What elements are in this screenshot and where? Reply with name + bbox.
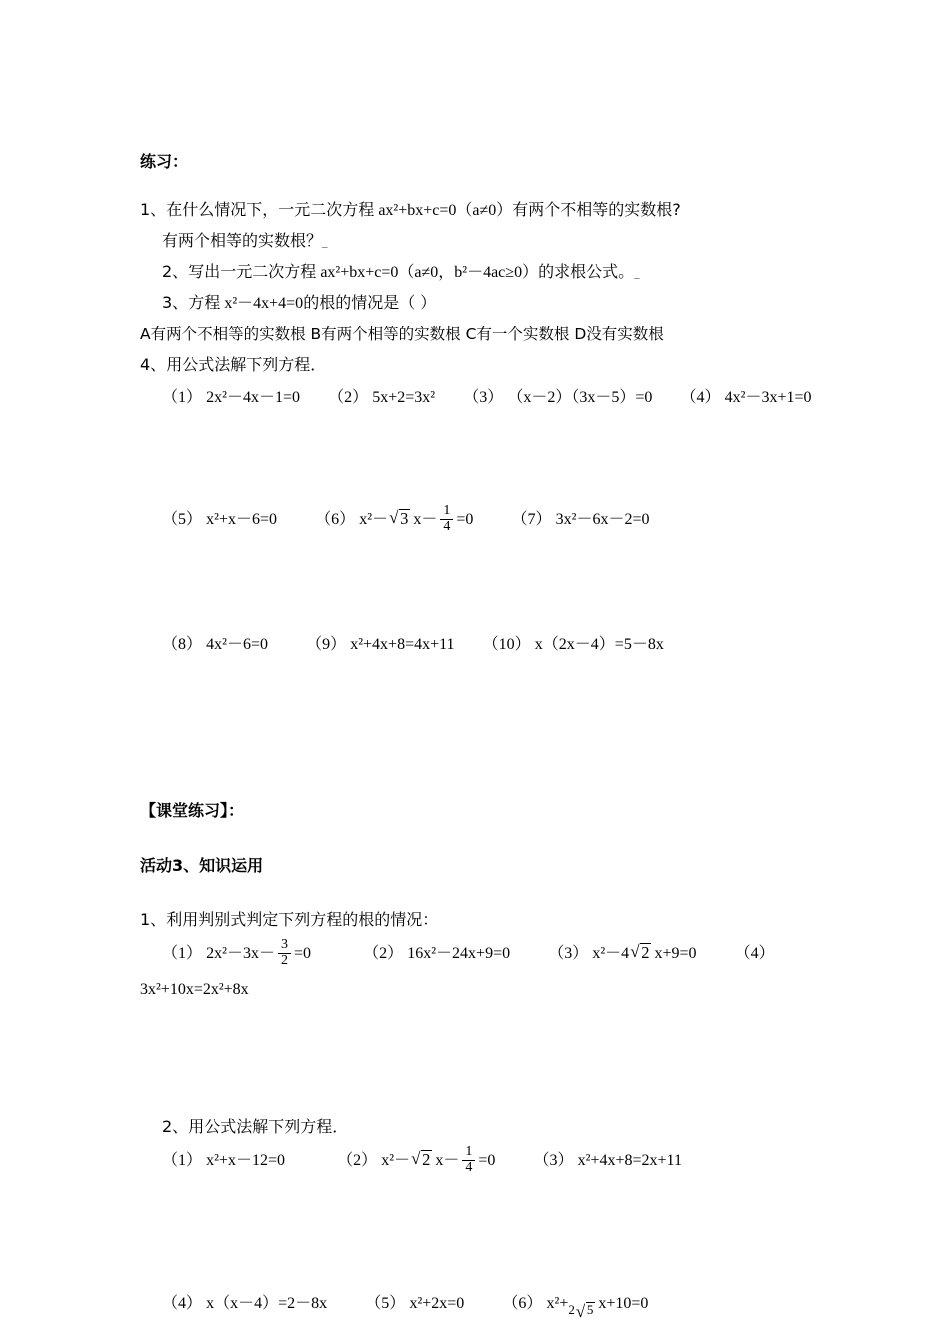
sqrt-icon <box>389 505 412 533</box>
classroom-q2-row-2 <box>140 1289 840 1317</box>
q4-8-label: （8） <box>162 635 203 653</box>
trailing-mark-2: _ <box>634 267 640 280</box>
q4-6-equation-pre: x²－ <box>359 511 389 529</box>
classroom-q1-prefix: 1、 <box>140 910 167 930</box>
c2-1-equation: x²+x－12=0 <box>206 1152 285 1170</box>
classroom-q1-items <box>140 936 840 969</box>
fraction <box>462 1145 475 1175</box>
classroom-q2-row-1 <box>140 1146 840 1176</box>
spacer-3 <box>140 890 840 908</box>
c1-1-equation-post: =0 <box>293 944 311 962</box>
work-space-3 <box>140 664 840 752</box>
work-space-8 <box>140 1271 840 1289</box>
c2-5-equation: x²+2x=0 <box>409 1294 465 1312</box>
question-3-prefix: 3、 <box>162 292 189 312</box>
q4-6-equation-mid: x－ <box>413 511 438 529</box>
c1-1-label: （1） <box>162 944 203 962</box>
c2-3-label: （3） <box>533 1152 574 1170</box>
q4-1-equation: 2x²－4x－1=0 <box>206 389 300 407</box>
c1-1-frac-den: 2 <box>280 952 288 968</box>
classroom-practice-heading: 【课堂练习】： <box>140 801 245 821</box>
c1-2-equation: 16x²－24x+9=0 <box>407 944 511 962</box>
q4-3-equation: （x－2）（3x－5）=0 <box>507 389 653 407</box>
c1-4-label: （4） <box>734 944 775 962</box>
work-space-2 <box>140 542 840 630</box>
question-3-options <box>140 322 840 347</box>
sqrt-icon <box>630 939 653 967</box>
q4-3-label: （3） <box>463 389 504 407</box>
c2-6-coefficient: 2 <box>568 1301 575 1317</box>
q4-2-equation: 5x+2=3x² <box>372 389 436 407</box>
question-1-text-b: 有两个不相等的实数根? <box>512 200 681 219</box>
q4-6-label: （6） <box>315 511 356 529</box>
classroom-q1-overflow <box>140 975 840 1003</box>
question-1 <box>140 198 840 223</box>
question-2-prefix: 2、 <box>162 261 189 281</box>
question-3-text-b: 的根的情况是（ ） <box>303 292 437 312</box>
question-3-text-a: 方程 <box>188 292 221 312</box>
c2-6-radicand: 5 <box>586 1301 594 1317</box>
c2-6-label: （6） <box>502 1294 543 1312</box>
classroom-q2-text: 用公式法解下列方程． <box>188 1117 349 1137</box>
question-2 <box>140 260 840 285</box>
question-3-options-text: A有两个不相等的实数根 B有两个相等的实数根 C有一个实数根 D没有实数根 <box>140 324 664 343</box>
c2-2-frac-den: 4 <box>465 1159 473 1175</box>
work-space-1 <box>140 417 840 505</box>
question-1-text-c: 有两个相等的实数根？ <box>162 231 323 250</box>
sqrt-icon <box>576 1299 598 1321</box>
q4-5-equation: x²+x－6=0 <box>206 511 277 529</box>
c2-2-equation-pre: x²－ <box>381 1152 411 1170</box>
question-4 <box>140 353 840 378</box>
fraction <box>278 938 291 968</box>
question-1-formula: ax²+bx+c=0（a≠0） <box>378 202 513 219</box>
c1-3-label: （3） <box>548 944 589 962</box>
q4-9-label: （9） <box>306 635 347 653</box>
question-1-line2 <box>140 229 840 254</box>
q4-6-frac-num: 1 <box>440 504 453 520</box>
q4-6-equation-post: =0 <box>456 511 474 529</box>
c1-3-radicand: 2 <box>641 942 650 962</box>
q4-1-label: （1） <box>162 389 203 407</box>
question-2-text-b: 的求根公式。 <box>538 261 635 281</box>
q4-7-equation: 3x²－6x－2=0 <box>555 511 650 529</box>
classroom-q2-prefix: 2、 <box>162 1117 189 1137</box>
question-4-row-3 <box>140 630 840 658</box>
c2-4-label: （4） <box>162 1294 203 1312</box>
question-4-text: 用公式法解下列方程． <box>166 354 327 374</box>
question-2-formula: ax²+bx+c=0（a≠0，b²－4ac≥0） <box>320 263 539 281</box>
c2-2-equation-post: =0 <box>478 1152 496 1170</box>
c2-1-label: （1） <box>162 1152 203 1170</box>
c1-2-label: （2） <box>363 944 404 962</box>
q4-4-equation: 4x²－3x+1=0 <box>724 389 812 407</box>
spacer <box>140 180 840 198</box>
question-4-row-2 <box>140 505 840 535</box>
q4-10-equation: x（2x－4）=5－8x <box>534 635 664 653</box>
sqrt-icon <box>411 1146 434 1174</box>
q4-2-label: （2） <box>328 389 369 407</box>
question-2-text-a: 写出一元二次方程 <box>188 261 317 281</box>
c1-3-equation-pre: x²－4 <box>592 944 630 962</box>
c2-6-equation-pre: x²+ <box>546 1294 569 1312</box>
question-4-prefix: 4、 <box>140 354 167 374</box>
c1-1-frac-num: 3 <box>278 938 291 954</box>
spacer-2 <box>140 835 840 853</box>
q4-6-radicand: 3 <box>400 509 409 529</box>
c2-3-equation: x²+4x+8=2x+11 <box>577 1152 682 1170</box>
c2-4-equation: x（x－4）=2－8x <box>206 1294 328 1312</box>
q4-8-equation: 4x²－6=0 <box>206 635 268 653</box>
question-1-text-a: 在什么情况下，一元二次方程 <box>166 200 375 219</box>
fraction <box>440 504 453 534</box>
question-3-formula: x²－4x+4=0 <box>224 294 304 312</box>
q4-10-label: （10） <box>482 635 531 653</box>
classroom-q1-text: 利用判别式判定下列方程的根的情况： <box>166 910 439 930</box>
c2-2-label: （2） <box>337 1152 378 1170</box>
question-1-prefix: 1、 <box>140 200 167 219</box>
work-space-7 <box>140 1183 840 1271</box>
q4-7-label: （7） <box>511 511 552 529</box>
trailing-mark: _ <box>322 237 328 249</box>
c2-2-frac-num: 1 <box>462 1145 475 1161</box>
c1-1-equation-pre: 2x²－3x－ <box>206 944 275 962</box>
page-title: 练习： <box>140 152 189 171</box>
activity-heading: 活动3、知识运用 <box>140 856 264 876</box>
question-3 <box>140 291 840 316</box>
q4-4-label: （4） <box>680 389 721 407</box>
c1-3-equation-post: x+9=0 <box>654 944 697 962</box>
c2-5-label: （5） <box>365 1294 406 1312</box>
work-space-6 <box>140 1097 840 1115</box>
classroom-question-1 <box>140 908 840 933</box>
c2-6-equation-post: x+10=0 <box>598 1294 649 1312</box>
work-space-5 <box>140 1009 840 1097</box>
q4-5-label: （5） <box>162 511 203 529</box>
classroom-question-2 <box>140 1115 840 1140</box>
c2-2-equation-mid: x－ <box>435 1152 460 1170</box>
question-4-row-1 <box>140 383 840 411</box>
c1-4-equation: 3x²+10x=2x²+8x <box>140 981 249 999</box>
q4-9-equation: x²+4x+8=4x+11 <box>350 635 455 653</box>
work-space-4 <box>140 752 840 798</box>
c2-2-radicand: 2 <box>422 1150 431 1170</box>
q4-6-frac-den: 4 <box>443 519 451 535</box>
